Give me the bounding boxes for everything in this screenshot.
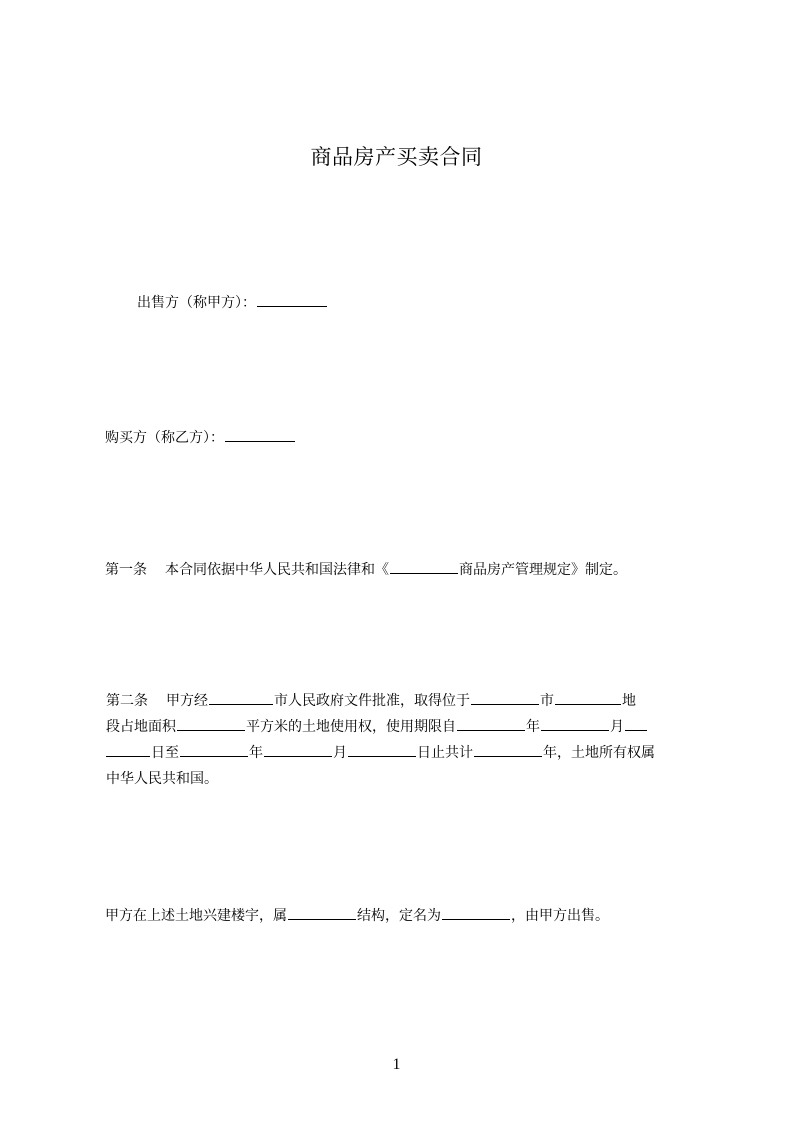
article-2-text: 日至 [151, 745, 179, 761]
page-number: 1 [392, 1056, 401, 1073]
buyer-label: 购买方（称乙方）： [105, 430, 224, 446]
article-2-text: 年，土地所有权属 [543, 745, 655, 761]
article-2-text: 年 [249, 745, 263, 761]
article-2-text: 甲方经 [166, 693, 208, 709]
article-2-text: 月 [610, 719, 624, 735]
buyer-name-blank[interactable] [225, 427, 295, 442]
building-clause [105, 905, 609, 926]
start-day-blank-part-2[interactable] [106, 742, 150, 757]
article-2-text: 市人民政府文件批准，取得位于 [274, 693, 470, 709]
article-2-text: 市 [540, 693, 554, 709]
article-2-line-3 [106, 740, 698, 766]
building-name-blank[interactable] [442, 905, 510, 920]
building-text: ，由甲方出售。 [511, 908, 609, 924]
location-district-blank[interactable] [555, 690, 621, 705]
location-city-blank[interactable] [471, 690, 539, 705]
article-1-text-after: 商品房产管理规定》制定。 [459, 562, 627, 578]
article-2-text: 平方米的土地使用权，使用期限自 [246, 719, 456, 735]
start-month-blank[interactable] [541, 716, 609, 731]
total-years-blank[interactable] [474, 742, 542, 757]
article-2-heading: 第二条 [106, 693, 148, 709]
seller-name-blank[interactable] [257, 292, 327, 307]
article-2-line-1 [106, 688, 698, 714]
article-1 [105, 559, 627, 580]
article-1-heading: 第一条 [105, 562, 147, 578]
article-1-text-before: 本合同依据中华人民共和国法律和《 [165, 562, 389, 578]
building-text: 结构，定名为 [357, 908, 441, 924]
contract-title: 商品房产买卖合同 [310, 145, 483, 169]
article-2-text: 地 [622, 693, 636, 709]
approval-city-blank[interactable] [209, 690, 273, 705]
start-year-blank[interactable] [457, 716, 525, 731]
article-1-region-blank[interactable] [390, 559, 458, 574]
buyer-line [105, 427, 296, 448]
structure-type-blank[interactable] [288, 905, 356, 920]
start-day-blank-part-1[interactable] [625, 716, 647, 731]
end-day-blank[interactable] [348, 742, 416, 757]
article-2 [106, 688, 698, 792]
article-2-line-2 [106, 714, 698, 740]
building-text: 甲方在上述土地兴建楼宇，属 [105, 908, 287, 924]
article-2-text: 段占地面积 [106, 719, 176, 735]
article-2-text: 日止共计 [417, 745, 473, 761]
end-year-blank[interactable] [180, 742, 248, 757]
article-2-line-4 [106, 766, 698, 792]
land-area-blank[interactable] [177, 716, 245, 731]
article-2-text: 月 [333, 745, 347, 761]
seller-label: 出售方（称甲方）： [137, 295, 256, 311]
end-month-blank[interactable] [264, 742, 332, 757]
seller-line [137, 292, 328, 313]
article-2-text: 中华人民共和国。 [106, 771, 218, 787]
article-2-text: 年 [526, 719, 540, 735]
